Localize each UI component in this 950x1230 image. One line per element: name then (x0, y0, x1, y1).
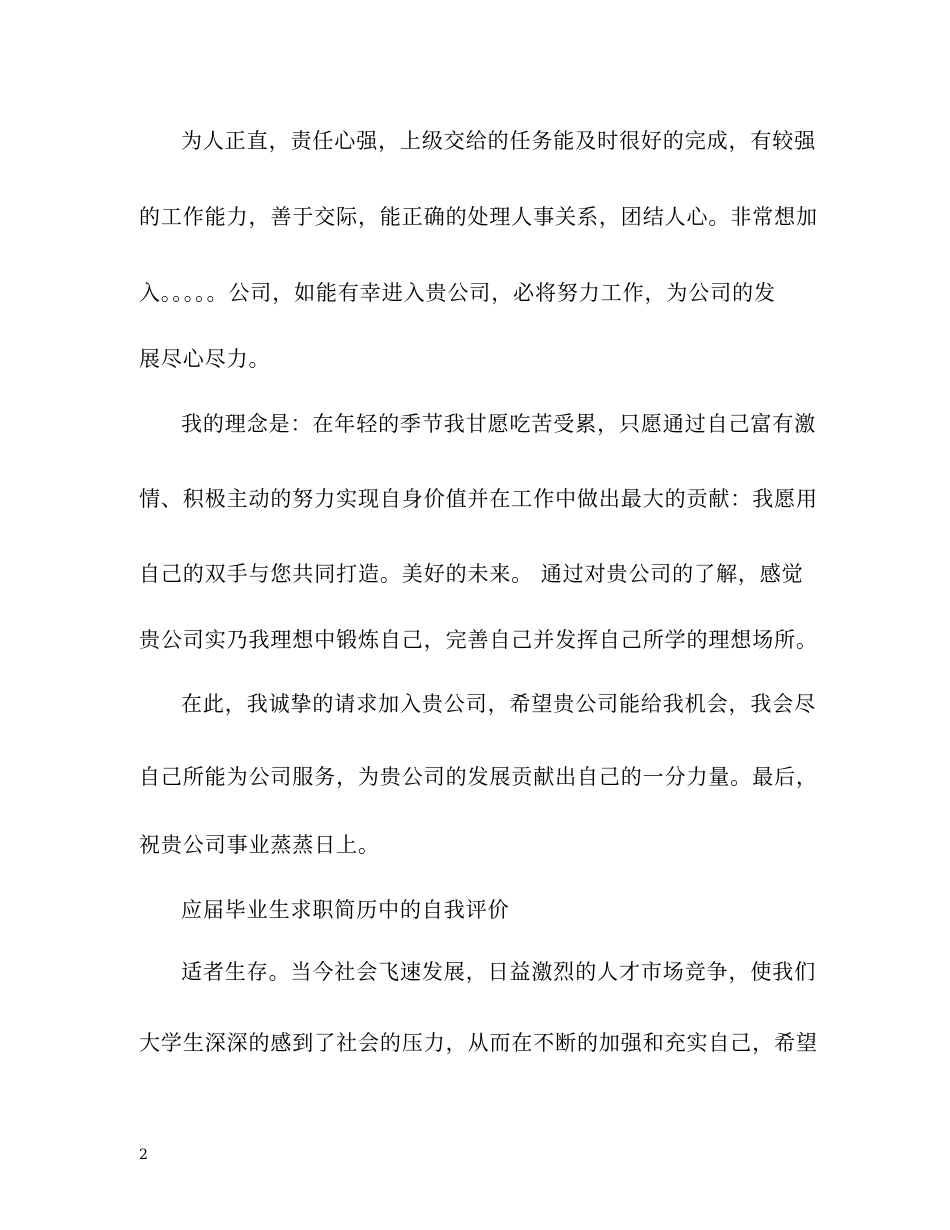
paragraph-line: 情、积极主动的努力实现自身价值并在工作中做出最大的贡献：我愿用 (139, 487, 818, 511)
page-number: 2 (139, 1147, 148, 1163)
paragraph-line: 自己的双手与您共同打造。美好的未来。 通过对贵公司的了解，感觉 (139, 562, 804, 586)
paragraph-line: 在此，我诚挚的请求加入贵公司，希望贵公司能给我机会，我会尽 (181, 692, 817, 716)
paragraph-line: 入。。。。。公司，如能有幸进入贵公司，必将努力工作，为公司的发 (139, 281, 776, 305)
paragraph-line: 展尽心尽力。 (139, 347, 271, 371)
paragraph-line: 的工作能力，善于交际，能正确的处理人事关系，团结人心。非常想加 (139, 205, 818, 229)
paragraph-line: 自己所能为公司服务，为贵公司的发展贡献出自己的一分力量。最后， (139, 765, 818, 789)
paragraph-line: 大学生深深的感到了社会的压力，从而在不断的加强和充实自己，希望 (139, 1031, 818, 1055)
paragraph-line: 为人正直，责任心强，上级交给的任务能及时很好的完成，有较强 (181, 129, 817, 153)
paragraph-line: 适者生存。当今社会飞速发展，日益激烈的人才市场竞争，使我们 (181, 960, 817, 984)
paragraph-line: 祝贵公司事业蒸蒸日上。 (139, 833, 380, 857)
paragraph-line: 贵公司实乃我理想中锻炼自己，完善自己并发挥自己所学的理想场所。 (139, 628, 818, 652)
paragraph-line: 我的理念是：在年轻的季节我甘愿吃苦受累，只愿通过自己富有激 (181, 412, 817, 436)
section-heading: 应届毕业生求职简历中的自我评价 (181, 898, 510, 922)
